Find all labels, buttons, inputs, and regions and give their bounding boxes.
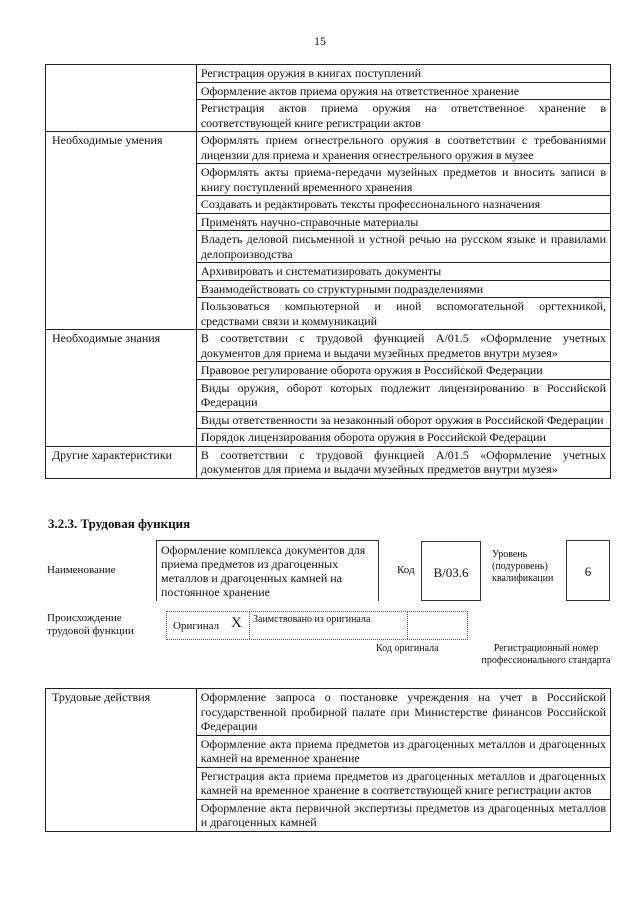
level-label: Уровень (подуровень) квалификации xyxy=(492,549,554,584)
table-row xyxy=(46,446,611,478)
origin-divider xyxy=(249,612,250,639)
qualification-level-box: 6 xyxy=(566,540,610,601)
origin-label: Происхождение трудовой функции xyxy=(47,612,134,637)
row-item-text: Создавать и редактировать тексты профессионального назначения xyxy=(196,196,610,214)
borrowed-label: Заимствовано из оригинала xyxy=(253,614,371,625)
row-item-text: В соответствии с трудовой функцией А/01.5 «Оформление учетных документов для приема и выдачи музейных предметов внутри музея» xyxy=(196,330,610,362)
row-item-text: Оформлять прием огнестрельного оружия в соответствии с требованиями лицензии для приема и хранения огнестрельного оружия в музее xyxy=(196,132,610,164)
row-group-label: Трудовые действия xyxy=(46,689,197,832)
competency-table-body xyxy=(46,65,611,479)
row-group-label xyxy=(46,65,197,132)
row-item-text: Регистрация актов приема оружия на ответственное хранение в соответствующей книге регистрации актов xyxy=(196,100,610,132)
origin-box xyxy=(166,611,468,640)
row-item-text: Оформление запроса о постановке учреждения на учет в Российской государственной пробирной палате при Министерстве финансов Российской Федерации xyxy=(196,689,610,736)
row-item-text: Виды оружия, оборот которых подлежит лицензированию в Российской Федерации xyxy=(196,379,610,411)
row-item-text: Оформление актов приема оружия на ответственное хранение xyxy=(196,82,610,100)
row-item-text: Порядок лицензирования оборота оружия в Российской Федерации xyxy=(196,429,610,447)
row-group-label: Другие характеристики xyxy=(46,446,197,478)
code-label: Код xyxy=(397,564,415,576)
original-code-caption: Код оригинала xyxy=(376,643,439,654)
row-item-text: Оформление акта приема предметов из драгоценных металлов и драгоценных камней на временное хранение xyxy=(196,735,610,767)
function-code-box: B/03.6 xyxy=(421,541,481,601)
row-item-text: Правовое регулирование оборота оружия в Российской Федерации xyxy=(196,362,610,380)
competency-table xyxy=(45,64,611,479)
table-row xyxy=(46,65,611,83)
original-label: Оригинал xyxy=(173,620,220,632)
reg-number-caption: Регистрационный номер профессионального стандарта xyxy=(481,643,611,666)
row-item-text: Регистрация акта приема предметов из драгоценных металлов и драгоценных камней на временное хранение в соответствующей книге регистрации актов xyxy=(196,767,610,799)
row-item-text: Регистрация оружия в книгах поступлений xyxy=(196,65,610,83)
row-item-text: Оформление акта первичной экспертизы предметов из драгоценных металлов и драгоценных камней xyxy=(196,799,610,831)
section-title: 3.2.3. Трудовая функция xyxy=(48,516,191,531)
table-row xyxy=(46,689,611,736)
function-name-box: Оформление комплекса документов для приема предметов из драгоценных металлов и драгоценных камней на постоянное хранение xyxy=(156,540,379,601)
row-item-text: Виды ответственности за незаконный оборот оружия в Российской Федерации xyxy=(196,411,610,429)
row-item-text: Пользоваться компьютерной и иной вспомогательной оргтехникой, средствами связи и коммуникаций xyxy=(196,298,610,330)
page-number: 15 xyxy=(314,34,326,48)
table-row xyxy=(46,132,611,164)
original-mark: X xyxy=(231,615,242,631)
row-item-text: Владеть деловой письменной и устной речью на русском языке и правилами делопроизводства xyxy=(196,231,610,263)
row-group-label: Необходимые знания xyxy=(46,330,197,447)
origin-divider xyxy=(407,612,408,639)
row-item-text: Архивировать и систематизировать документы xyxy=(196,263,610,281)
row-item-text: В соответствии с трудовой функцией А/01.5 «Оформление учетных документов для приема и выдачи музейных предметов внутри музея» xyxy=(196,446,610,478)
labor-actions-table-body xyxy=(46,689,611,832)
name-label: Наименование xyxy=(47,564,116,576)
labor-actions-table xyxy=(45,688,611,832)
row-item-text: Применять научно-справочные материалы xyxy=(196,213,610,231)
table-row xyxy=(46,330,611,362)
row-item-text: Взаимодействовать со структурными подразделениями xyxy=(196,280,610,298)
row-item-text: Оформлять акты приема-передачи музейных предметов и вносить записи в книгу поступлений временного хранения xyxy=(196,164,610,196)
row-group-label: Необходимые умения xyxy=(46,132,197,330)
